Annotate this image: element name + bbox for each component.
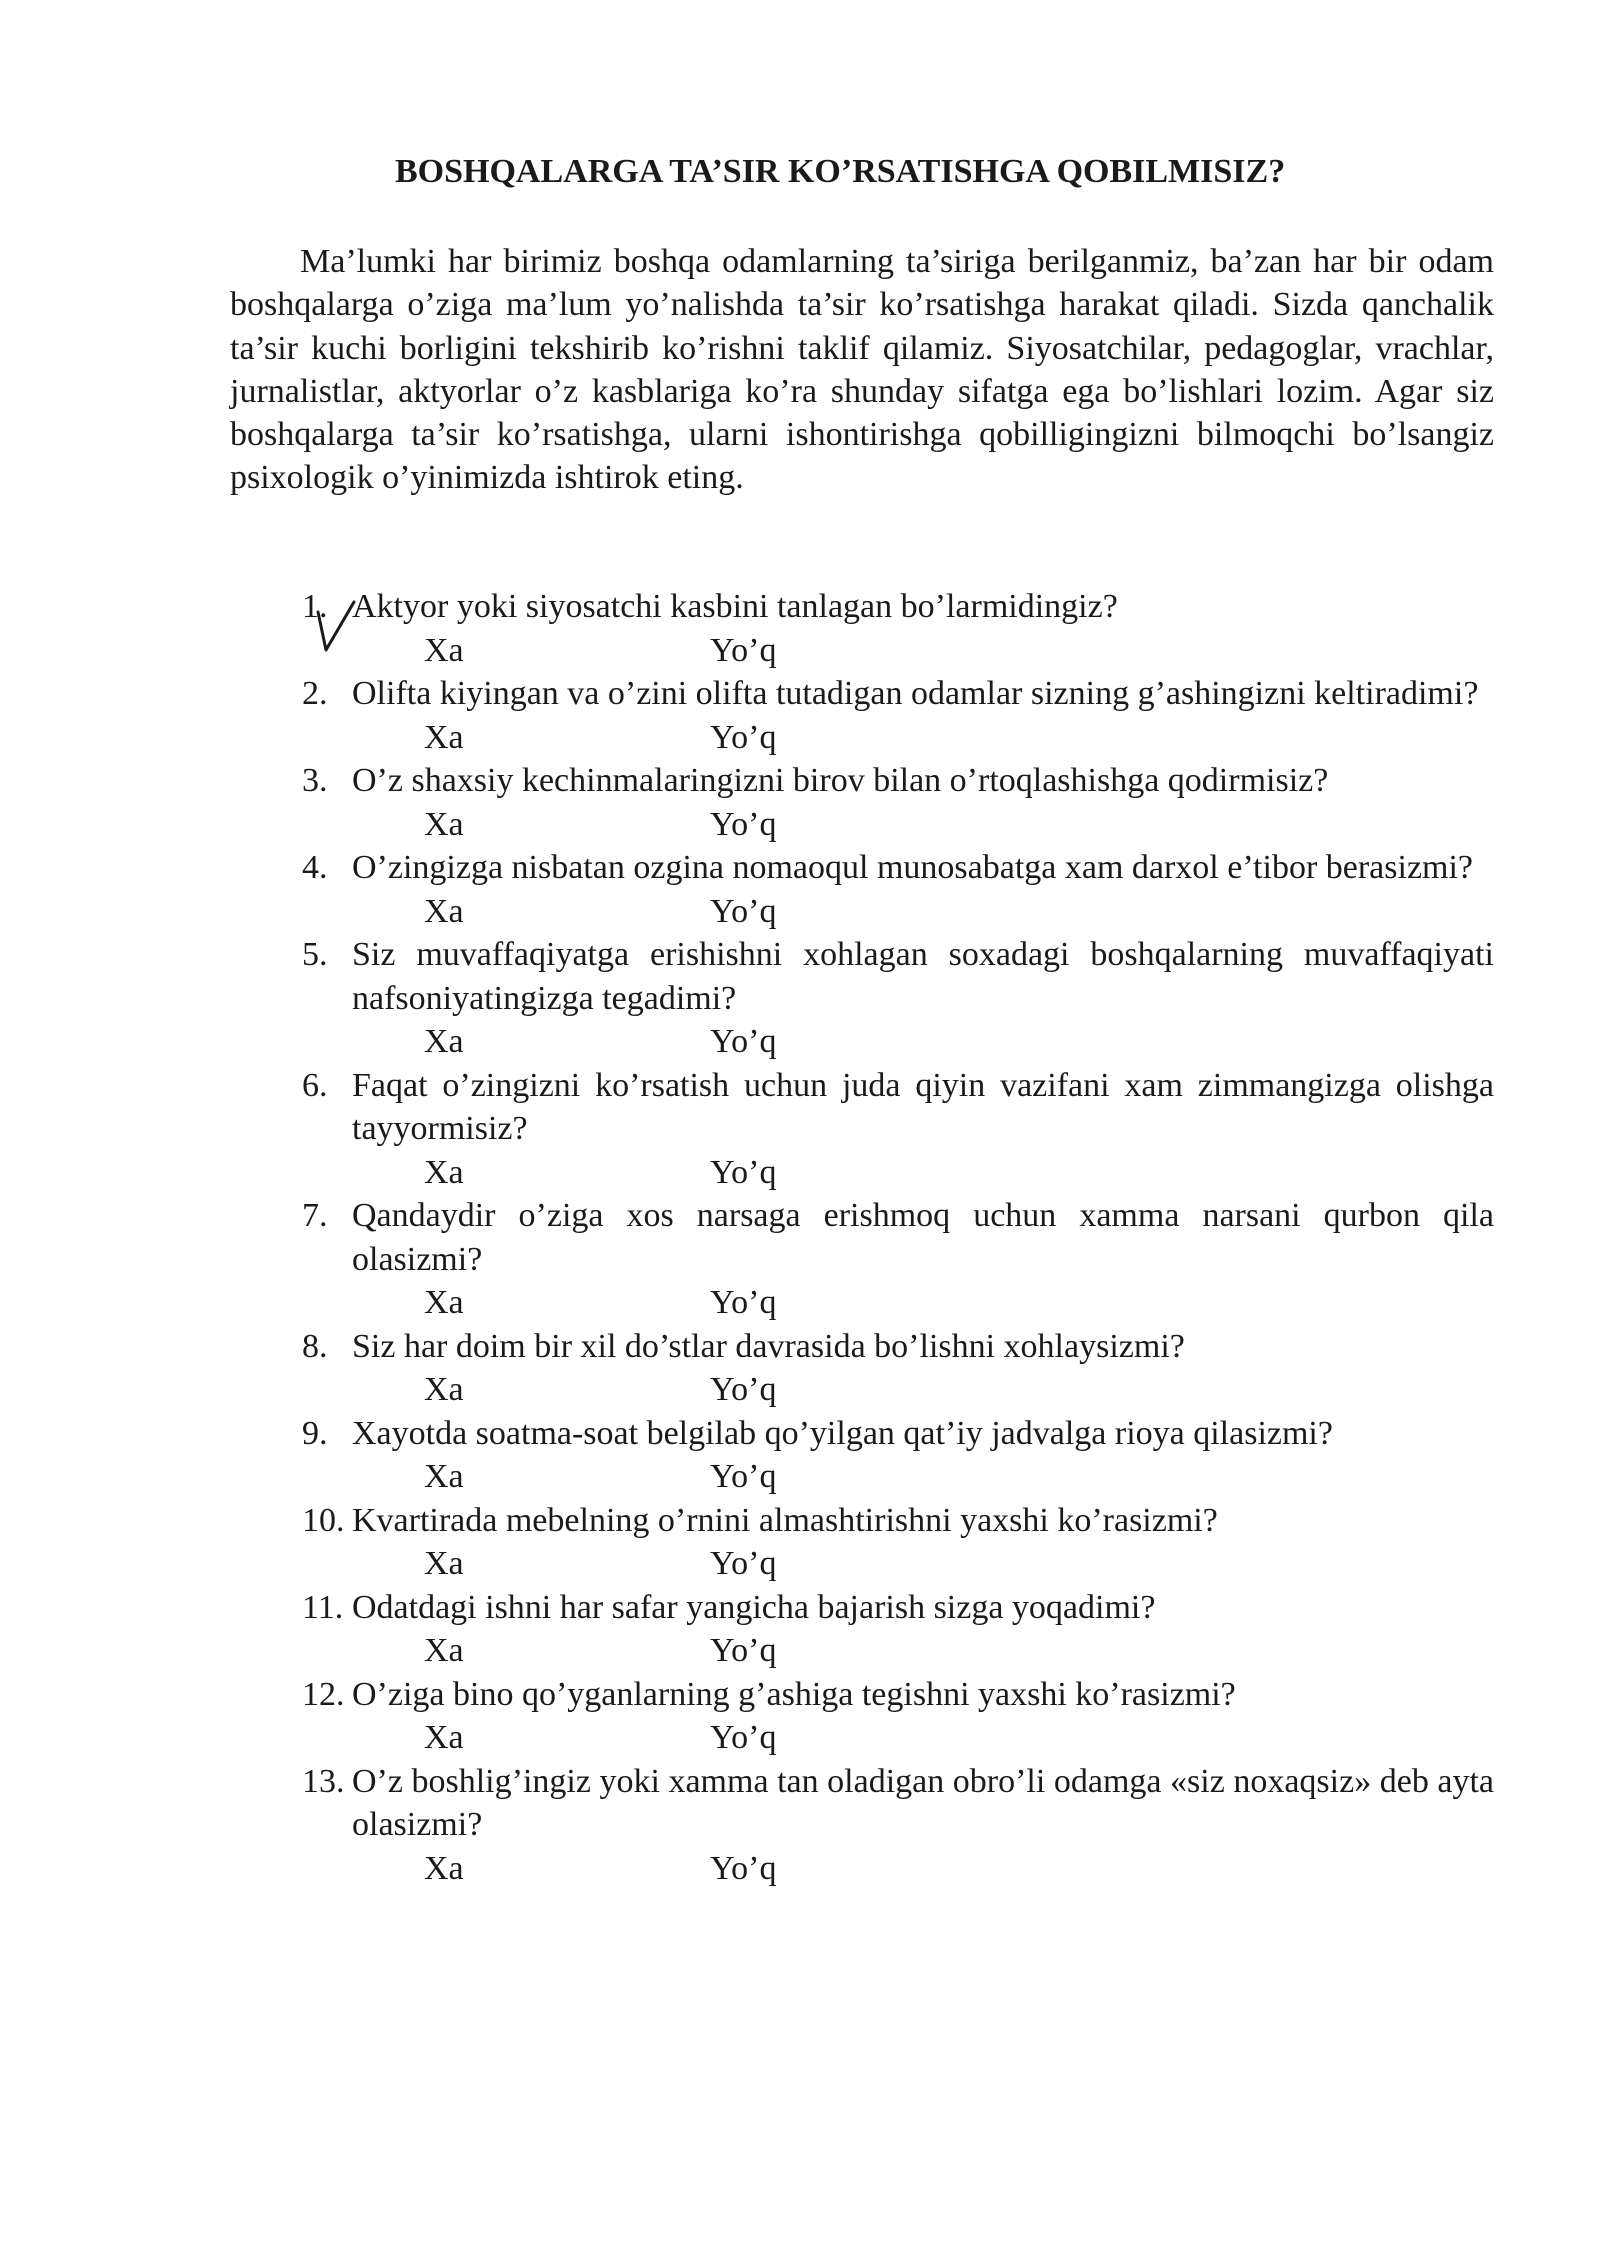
intro-text: Ma’lumki har birimiz boshqa odamlarning ta’siriga berilganmiz, ba’zan har bir odam boshqalarga o’ziga ma’lum yo’nalishda ta’sir ko’rsatishga harakat qiladi. Sizda qanchalik ta’sir kuchi borligini tekshirib ko’rishni taklif qilamiz. Siyosatchilar, pedagoglar, vrachlar, jurnalistlar, aktyorlar o’z kasblariga ko’ra shunday sifatga ega bo’lishlari lozim. Agar siz boshqalarga ta’sir ko’rsatishga, ularni ishontirishga qobilligingizni bilmoqchi bo’lsangiz psixologik o’yinimizda ishtirok eting.: [230, 243, 1494, 497]
answer-no-option: Yo’q: [710, 1153, 777, 1191]
question-item: [0, 1586, 1600, 1673]
question-item: [0, 1194, 1600, 1325]
answer-yes-option: Xa: [424, 1371, 464, 1408]
answer-options: [0, 1020, 1600, 1064]
answer-options: [0, 1716, 1600, 1760]
intro-paragraph: [230, 240, 1494, 500]
answer-no-option: Yo’q: [710, 805, 777, 843]
answer-options: [0, 890, 1600, 934]
question-text: Xayotda soatma-soat belgilab qo’yilgan qat’iy jadvalga rioya qilasizmi?: [352, 1414, 1333, 1452]
answer-no-option: Yo’q: [710, 631, 777, 669]
question-item: [0, 933, 1600, 1064]
answer-options: [0, 716, 1600, 760]
answer-yes-option: Xa: [424, 1849, 464, 1887]
question-list: [0, 585, 1600, 1890]
answer-no-option: Yo’q: [710, 892, 777, 930]
answer-yes-option: Xa: [424, 631, 464, 669]
answer-yes-option: Xa: [424, 1545, 464, 1582]
question-number: 11.: [302, 1588, 344, 1626]
question-number: 12.: [302, 1675, 345, 1713]
question-text: Odatdagi ishni har safar yangicha bajarish sizga yoqadimi?: [352, 1588, 1156, 1626]
answer-no-option: Yo’q: [710, 1371, 777, 1408]
question-number: 5.: [302, 936, 328, 973]
question-item: [0, 1412, 1600, 1499]
question-text: O’z boshlig’ingiz yoki xamma tan oladigan obro’li odamga «siz noxaqsiz» deb ayta olasizmi?: [352, 1762, 1494, 1843]
question-item: [0, 1673, 1600, 1760]
page-title: BOSHQALARGA TA’SIR KO’RSATISHGA QOBILMISIZ?: [395, 153, 1286, 190]
answer-options: [0, 1629, 1600, 1673]
question-item: [0, 1760, 1600, 1891]
answer-options: [0, 1542, 1600, 1586]
answer-no-option: Yo’q: [710, 718, 777, 756]
question-number: 6.: [302, 1066, 328, 1104]
question-item: [0, 1325, 1600, 1412]
question-item: [0, 1499, 1600, 1586]
question-item: [0, 672, 1600, 759]
question-text: O’zingizga nisbatan ozgina nomaoqul munosabatga xam darxol e’tibor berasizmi?: [352, 849, 1474, 886]
question-text: Faqat o’zingizni ko’rsatish uchun juda qiyin vazifani xam zimmangizga olishga tayyormisiz?: [352, 1066, 1494, 1147]
question-text: Aktyor yoki siyosatchi kasbini tanlagan bo’larmidingiz?: [352, 588, 1118, 625]
question-number: 1.: [302, 588, 328, 625]
answer-no-option: Yo’q: [710, 1458, 777, 1495]
answer-options: [0, 1368, 1600, 1412]
question-number: 3.: [302, 762, 328, 799]
question-item: [0, 846, 1600, 933]
answer-yes-option: Xa: [424, 1284, 464, 1321]
answer-yes-option: Xa: [424, 1719, 464, 1756]
answer-options: [0, 629, 1600, 673]
question-text: O’z shaxsiy kechinmalaringizni birov bilan o’rtoqlashishga qodirmisiz?: [352, 762, 1329, 799]
question-text: Siz har doim bir xil do’stlar davrasida bo’lishni xohlaysizmi?: [352, 1327, 1185, 1365]
answer-no-option: Yo’q: [710, 1284, 777, 1321]
question-number: 8.: [302, 1327, 328, 1365]
answer-options: [0, 1455, 1600, 1499]
answer-options: [0, 1847, 1600, 1891]
answer-options: [0, 803, 1600, 847]
question-number: 4.: [302, 849, 328, 886]
question-text: Siz muvaffaqiyatga erishishni xohlagan soxadagi boshqalarning muvaffaqiyati nafsoniyatingizga tegadimi?: [352, 936, 1494, 1017]
question-number: 10.: [302, 1501, 345, 1539]
answer-no-option: Yo’q: [710, 1849, 777, 1887]
answer-no-option: Yo’q: [710, 1545, 777, 1582]
question-item: [0, 585, 1600, 672]
answer-no-option: Yo’q: [710, 1632, 777, 1669]
answer-yes-option: Xa: [424, 1632, 464, 1669]
answer-yes-option: Xa: [424, 1023, 464, 1060]
answer-no-option: Yo’q: [710, 1719, 777, 1756]
answer-yes-option: Xa: [424, 892, 464, 930]
answer-options: [0, 1281, 1600, 1325]
answer-yes-option: Xa: [424, 1153, 464, 1191]
answer-yes-option: Xa: [424, 1458, 464, 1495]
question-item: [0, 1064, 1600, 1195]
answer-yes-option: Xa: [424, 718, 464, 756]
question-text: O’ziga bino qo’yganlarning g’ashiga tegishni yaxshi ko’rasizmi?: [352, 1675, 1236, 1713]
question-text: Qandaydir o’ziga xos narsaga erishmoq uchun xamma narsani qurbon qila olasizmi?: [352, 1197, 1494, 1278]
answer-no-option: Yo’q: [710, 1023, 777, 1060]
question-number: 13.: [302, 1762, 345, 1800]
question-text: Kvartirada mebelning o’rnini almashtirishni yaxshi ko’rasizmi?: [352, 1501, 1218, 1539]
answer-options: [0, 1151, 1600, 1195]
question-number: 7.: [302, 1197, 328, 1234]
question-number: 2.: [302, 675, 328, 712]
question-number: 9.: [302, 1414, 328, 1452]
question-text: Olifta kiyingan va o’zini olifta tutadigan odamlar sizning g’ashingizni keltiradimi?: [352, 675, 1479, 712]
question-item: [0, 759, 1600, 846]
answer-yes-option: Xa: [424, 805, 464, 843]
